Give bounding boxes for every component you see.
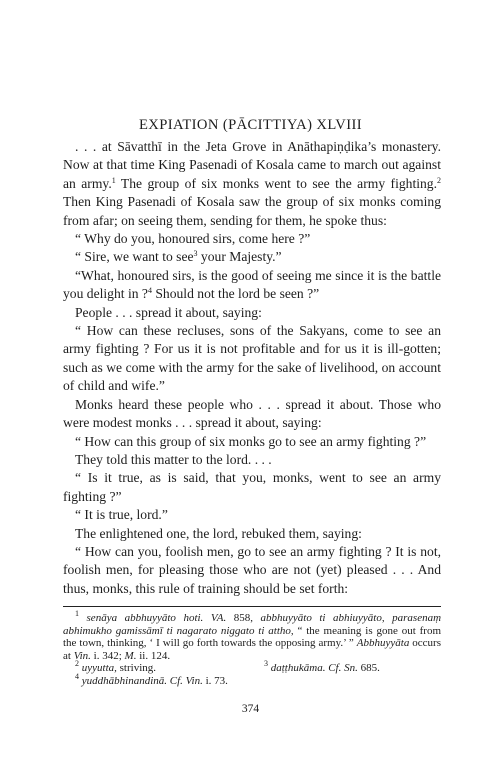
text-run: Should not the lord be seen ?” <box>151 286 320 302</box>
text-run: senāya abbhuyyāto hoti. <box>86 612 204 624</box>
text-run: “ Sire, we want to see <box>75 249 194 265</box>
text-run: The group of six monks went to see the army fighting. <box>115 175 437 191</box>
text-run: yuddhābhinandinā. <box>81 674 167 687</box>
footnote-number: 1 <box>75 609 79 618</box>
footnote-mark[interactable]: 3 <box>193 249 198 259</box>
text-run: VA. <box>203 612 234 624</box>
text-run: Cf. Sn. <box>325 662 361 675</box>
footnote-number: 4 <box>75 671 79 681</box>
paragraph: The enlightened one, the lord, rebuked them, saying: <box>75 525 362 541</box>
text-run: Abbhuyyāta <box>356 637 410 650</box>
text-run: daṭṭhukāma. <box>270 662 326 675</box>
paragraph: “ How can you, foolish men, go to see an army fighting ? It is not, foolish men, for pleasing those who are not (yet) pleased . . . And thus, monks, this rule of training should be set forth: <box>63 543 441 596</box>
footnote-mark[interactable]: 4 <box>147 286 152 296</box>
page-number: 374 <box>241 703 260 715</box>
footnote-mark[interactable]: 1 <box>111 175 116 185</box>
footnote-row <box>63 659 441 675</box>
paragraph: “ How can these recluses, sons of the Sakyans, come to see an army fighting ? For us it is not profitable and for us it is ill-gotten; such as we come with the army for the sake of livelihood, on account of child and wife.” <box>63 323 441 394</box>
footnote-divider <box>63 606 441 607</box>
text-run: uyyutta, <box>81 662 117 675</box>
text-run: abbhuyyāto ti abhiuyyāto, parasenaṃ abhimukho gamissāmī ti nagarato niggato ti attho, <box>63 612 442 637</box>
text-run: 685. <box>360 662 380 675</box>
paragraph <box>63 138 441 230</box>
paragraph: “ Why do you, honoured sirs, come here ?” <box>75 231 311 247</box>
chapter-heading: EXPIATION (PĀCITTIYA) XLVIII <box>138 117 363 133</box>
paragraph: They told this matter to the lord. . . . <box>75 451 272 467</box>
footnote-1 <box>63 609 442 662</box>
footnote-number: 2 <box>75 659 79 669</box>
footnote-4 <box>63 671 441 688</box>
text-run: occurs at <box>63 637 441 662</box>
text-run: striving. <box>116 662 157 675</box>
footnote-mark[interactable]: 2 <box>437 175 441 185</box>
text-run: M. <box>124 649 137 662</box>
footnote-3 <box>252 659 441 675</box>
text-run: “ the meaning is gone out from the town, thinking, ‘ I will go forth towards the opposing army.’ ” <box>63 624 442 650</box>
paragraph <box>63 248 441 266</box>
text-run: i. 73. <box>205 674 228 687</box>
text-run: i. 342; <box>90 649 125 662</box>
paragraph: “ It is true, lord.” <box>75 507 168 523</box>
paragraph: “ Is it true, as is said, that you, monks, went to see an army fighting ?” <box>63 470 441 504</box>
text-run: Cf. Vin. <box>167 674 206 687</box>
text-run: . . . at Sāvatthī in the Jeta Grove in Anāthapiṇḍika’s monastery. Now at that time King Pasenadi of Kosala came to march out against an army. <box>63 139 441 191</box>
text-run: your Majesty.” <box>197 249 282 265</box>
footnote-number: 3 <box>264 659 268 669</box>
text-run: 858, <box>233 612 261 624</box>
paragraph <box>63 267 441 304</box>
text-run: Then King Pasenadi of Kosala saw the group of six monks coming from afar; on seeing them, sending for them, he spoke thus: <box>63 194 441 228</box>
paragraph: People . . . spread it about, saying: <box>75 304 262 320</box>
paragraph: Monks heard these people who . . . spread it about. Those who were modest monks . . . spread it about, saying: <box>63 396 441 431</box>
footnote-2 <box>63 659 252 675</box>
body-text <box>63 138 441 598</box>
text-run: Vin. <box>73 649 91 662</box>
text-run: ii. 124. <box>136 649 171 662</box>
paragraph: “ How can this group of six monks go to see an army fighting ?” <box>75 433 427 449</box>
text-run: “What, honoured sirs, is the good of seeing me since it is the battle you delight in ? <box>63 267 441 302</box>
footnotes <box>63 609 442 688</box>
